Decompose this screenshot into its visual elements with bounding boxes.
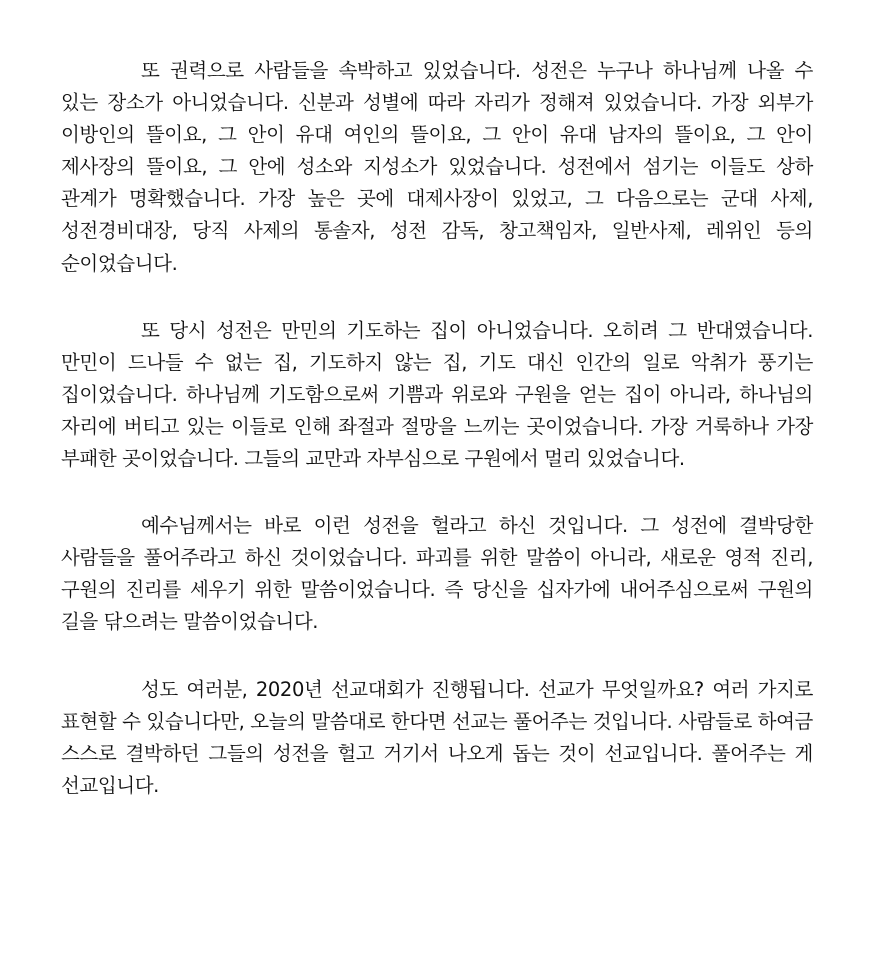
paragraph-3: 예수님께서는 바로 이런 성전을 헐라고 하신 것입니다. 그 성전에 결박당한 사람들을 풀어주라고 하신 것이었습니다. 파괴를 위한 말씀이 아니라, 새로운 영적 진리, 구원의 진리를 세우기 위한 말씀이었습니다. 즉 당신을 십자가에 내어주심으로써 구원의 길을 닦으려는 말씀이었습니다. — [61, 514, 813, 634]
paragraph-1: 또 권력으로 사람들을 속박하고 있었습니다. 성전은 누구나 하나님께 나올 수 있는 장소가 아니었습니다. 신분과 성별에 따라 자리가 정해져 있었습니다. 가장 외부가 이방인의 뜰이요, 그 안이 유대 여인의 뜰이요, 그 안이 유대 남자의 뜰이요, 그 안이 제사장의 뜰이요, 그 안에 성소와 지성소가 있었습니다. 성전에서 섬기는 이들도 상하 관계가 명확했습니다. 가장 높은 곳에 대제사장이 있었고, 그 다음으로는 군대 사제, 성전경비대장, 당직 사제의 통솔자, 성전 감독, 창고책임자, 일반사제, 레위인 등의 순이었습니다. — [61, 59, 813, 275]
paragraph-2: 또 당시 성전은 만민의 기도하는 집이 아니었습니다. 오히려 그 반대였습니다. 만민이 드나들 수 없는 집, 기도하지 않는 집, 기도 대신 인간의 일로 악취가 풍기는 집이었습니다. 하나님께 기도함으로써 기쁨과 위로와 구원을 얻는 집이 아니라, 하나님의 자리에 버티고 있는 이들로 인해 좌절과 절망을 느끼는 곳이었습니다. 가장 거룩하나 가장 부패한 곳이었습니다. 그들의 교만과 자부심으로 구원에서 멀리 있었습니다. — [61, 318, 813, 471]
paragraph-4: 성도 여러분, 2020년 선교대회가 진행됩니다. 선교가 무엇일까요? 여러 가지로 표현할 수 있습니다만, 오늘의 말씀대로 한다면 선교는 풀어주는 것입니다. 사람들로 하여금 스스로 결박하던 그들의 성전을 헐고 거기서 나오게 돕는 것이 선교입니다. 풀어주는 게 선교입니다. — [61, 677, 813, 797]
document-body — [61, 55, 813, 802]
